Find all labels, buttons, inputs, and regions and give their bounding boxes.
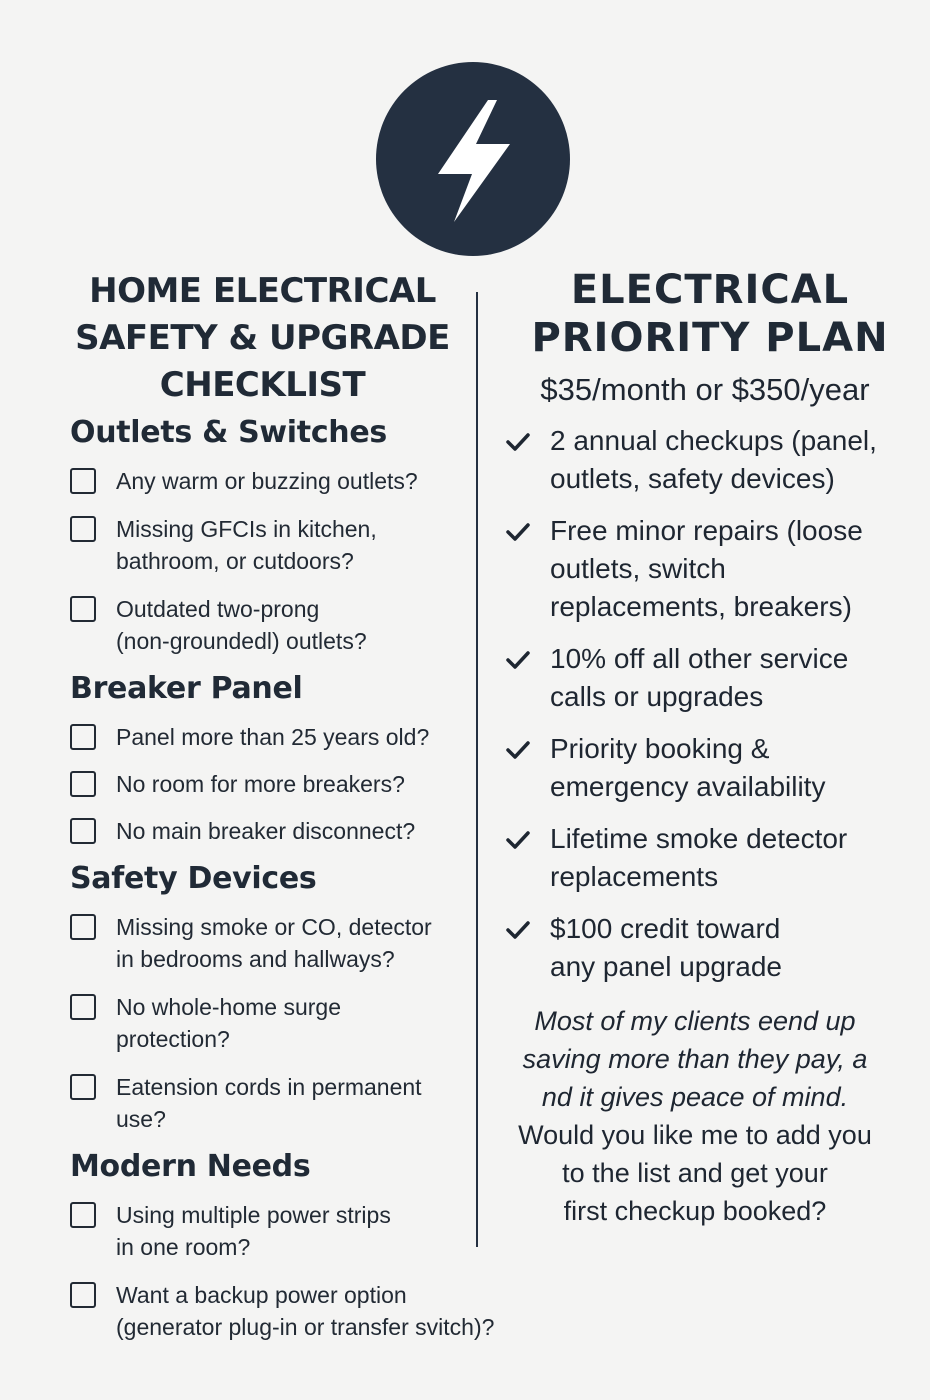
checkbox[interactable] — [70, 1074, 96, 1100]
checklist-item[interactable]: No main breaker disconnect? — [70, 815, 470, 847]
benefit-item: Priority booking & emergency availability — [505, 730, 905, 806]
checklist-title-line: HOME ELECTRICAL — [89, 271, 436, 311]
benefit-item: 2 annual checkups (panel, outlets, safety devices) — [505, 422, 905, 498]
checkbox[interactable] — [70, 516, 96, 542]
checklist-item[interactable]: Missing GFCIs in kitchen, bathroom, or cutdoors? — [70, 513, 470, 577]
benefit-item: Lifetime smoke detector replacements — [505, 820, 905, 896]
checklist-item[interactable]: Panel more than 25 years old? — [70, 721, 470, 753]
checklist-item[interactable]: No room for more breakers? — [70, 768, 470, 800]
checklist-column — [70, 268, 495, 1343]
checklist-item[interactable]: Using multiple power strips in one room? — [70, 1199, 470, 1263]
logo-badge — [376, 62, 570, 256]
checkbox[interactable] — [70, 818, 96, 844]
benefit-item: Free minor repairs (loose outlets, switch replacements, breakers) — [505, 512, 905, 626]
checklist-item[interactable]: Want a backup power option (generator plug-in or transfer svitch)? — [70, 1279, 576, 1343]
checklist-item[interactable]: Eatension cords in permanent use? — [70, 1071, 470, 1135]
checkmark-icon — [505, 432, 531, 452]
checkmark-icon — [505, 830, 531, 850]
checkbox[interactable] — [70, 994, 96, 1020]
checklist-item[interactable]: Any warm or buzzing outlets? — [70, 465, 470, 497]
plan-price: $35/month or $350/year — [540, 372, 870, 407]
section-heading-breaker-panel: Breaker Panel — [70, 671, 303, 706]
checkmark-icon — [505, 650, 531, 670]
checkbox[interactable] — [70, 468, 96, 494]
section-heading-modern-needs: Modern Needs — [70, 1149, 311, 1184]
checklist-item[interactable]: Outdated two-prong (non-groundedl) outlets? — [70, 593, 470, 657]
checkbox[interactable] — [70, 724, 96, 750]
plan-column — [505, 266, 905, 1230]
benefit-item: $100 credit toward any panel upgrade — [505, 910, 905, 986]
plan-title — [505, 266, 915, 362]
checkmark-icon — [505, 740, 531, 760]
plan-title-line: PRIORITY PLAN — [531, 315, 889, 361]
column-divider — [476, 292, 478, 1247]
checkbox[interactable] — [70, 1282, 96, 1308]
lightning-bolt-icon — [376, 62, 570, 256]
section-heading-safety-devices: Safety Devices — [70, 861, 317, 896]
checkbox[interactable] — [70, 1202, 96, 1228]
checkmark-icon — [505, 920, 531, 940]
section-heading-outlets: Outlets & Switches — [70, 415, 387, 450]
benefit-item: 10% off all other service calls or upgrades — [505, 640, 905, 716]
checklist-item[interactable]: No whole-home surge protection? — [70, 991, 470, 1055]
plan-title-line: ELECTRICAL — [570, 267, 850, 313]
checkbox[interactable] — [70, 771, 96, 797]
checklist-title-line: SAFETY & UPGRADE — [75, 318, 450, 358]
checkbox[interactable] — [70, 914, 96, 940]
checklist-title — [70, 268, 455, 409]
checklist-item[interactable]: Missing smoke or CO, detector in bedrooms and hallways? — [70, 911, 470, 975]
checklist-title-line: CHECKLIST — [159, 365, 366, 405]
checkbox[interactable] — [70, 596, 96, 622]
sales-pitch: Most of my clients eend up saving more than they pay, a nd it gives peace of mind. Would you like me to add you to the list and get your first checkup booked? — [518, 1006, 872, 1226]
checkmark-icon — [505, 522, 531, 542]
